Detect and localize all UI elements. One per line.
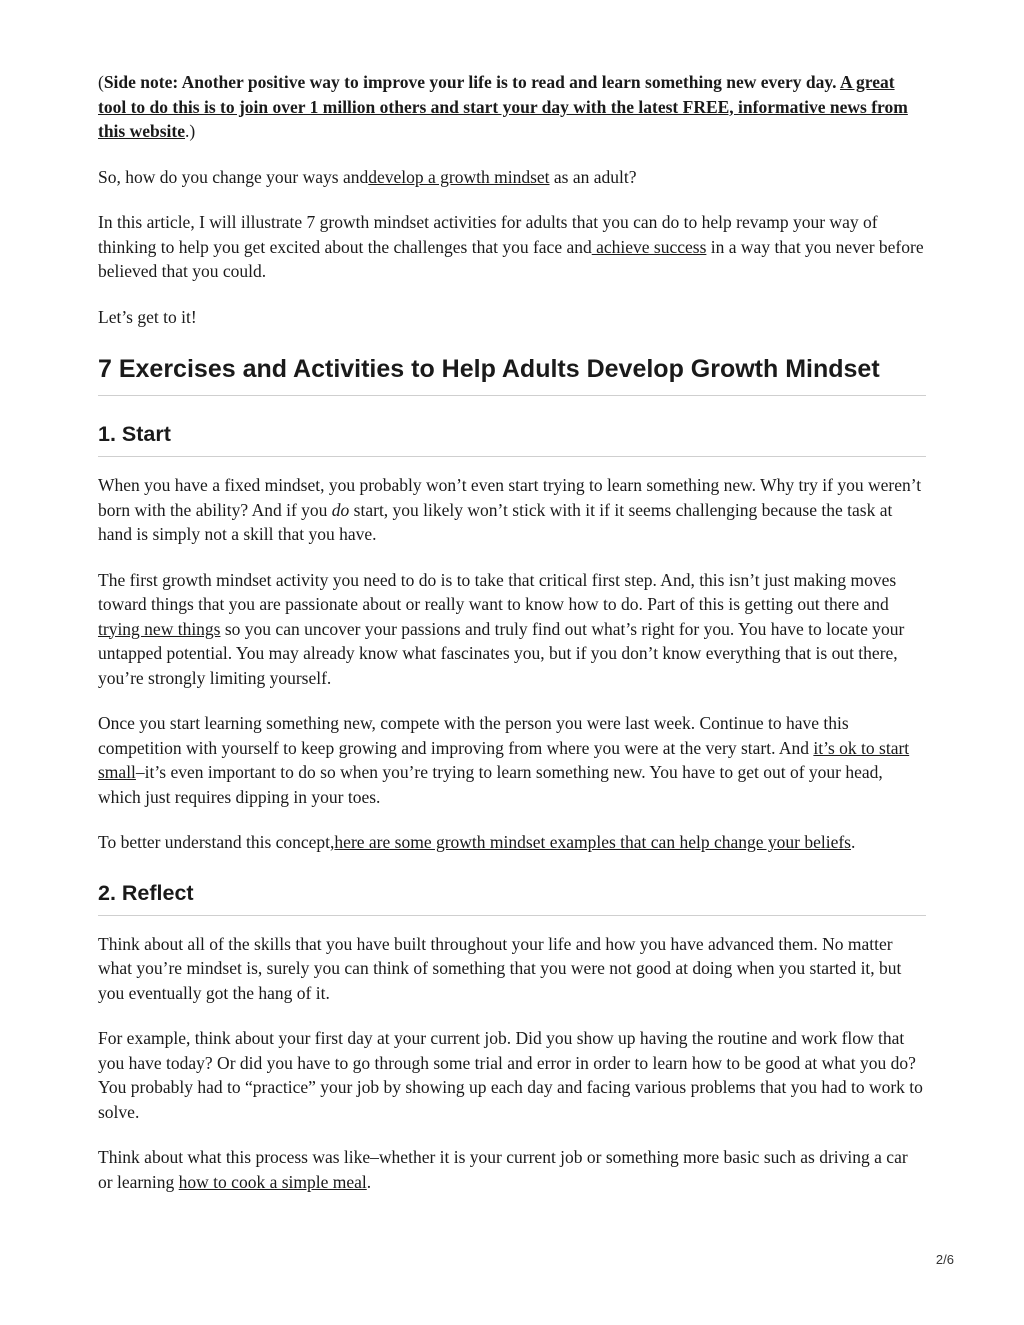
start-paragraph-3: Once you start learning something new, compete with the person you were last week. Continue to have this competition with yourself to keep growing and improving from where you were at the very start. And it’s ok to start small–it’s even important to do so when you’re trying to learn something new. You have to get out of your head, which just requires dipping in your toes. xyxy=(98,713,910,807)
growth-mindset-examples-link[interactable]: here are some growth mindset examples that can help change your beliefs xyxy=(334,832,851,852)
start-paragraph-1: When you have a fixed mindset, you probably won’t even start trying to learn something new. Why try if you weren’t born with the ability? And if you do start, you likely won’t stick with it if it seems challenging because the task at hand is simply not a skill that you have. xyxy=(98,475,922,544)
intro-paragraph-1: So, how do you change your ways anddevelop a growth mindset as an adult? xyxy=(98,166,637,187)
start-paragraph-2: The first growth mindset activity you need to do is to take that critical first step. And, this isn’t just making moves toward things that you are passionate about or really want to know how to do. Part of this is getting out there and trying new things so you can uncover your passions and truly find out what’s right for you. You have to locate your untapped potential. You may already know what fascinates you, but if you don’t know everything that is out there, you’re strongly limiting yourself. xyxy=(98,569,905,688)
reflect-paragraph-3: Think about what this process was like–whether it is your current job or something more basic such as driving a car or learning how to cook a simple meal. xyxy=(98,1147,908,1192)
side-note: (Side note: Another positive way to improve your life is to read and learn something new every day. A great tool to do this is to join over 1 million others and start your day with the latest FREE, informative news from this website.) xyxy=(98,72,908,141)
trying-new-things-link[interactable]: trying new things xyxy=(98,618,221,639)
main-heading: 7 Exercises and Activities to Help Adults Develop Growth Mindset xyxy=(98,353,926,396)
page-number: 2/6 xyxy=(935,1252,954,1267)
side-note-bold-text: Side note: Another positive way to improve your life is to read and learn something new every day. xyxy=(103,72,840,92)
reflect-paragraph-1: Think about all of the skills that you have built throughout your life and how you have advanced them. No matter what you’re mindset is, surely you can think of something that you were not good at doing when you started it, but you eventually got the hang of it. xyxy=(98,933,902,1003)
intro-paragraph-3: Let’s get to it! xyxy=(98,306,197,327)
start-small-link[interactable]: it’s ok to start small xyxy=(98,737,910,782)
article-body xyxy=(98,70,926,1215)
section-heading-start: 1. Start xyxy=(98,420,926,457)
start-paragraph-4: To better understand this concept,here are some growth mindset examples that can help change your beliefs. xyxy=(98,832,856,852)
side-note-link[interactable]: A great tool to do this is to join over 1 million others and start your day with the latest FREE, informative news from this website xyxy=(98,72,908,141)
intro-paragraph-2: In this article, I will illustrate 7 growth mindset activities for adults that you can do to help revamp your way of thinking to help you get excited about the challenges that you face and achieve success in a way that you never before believed that you could. xyxy=(98,212,924,281)
section-heading-reflect: 2. Reflect xyxy=(98,879,926,916)
growth-mindset-link[interactable]: develop a growth mindset xyxy=(368,166,550,187)
achieve-success-link[interactable]: achieve success xyxy=(591,236,707,257)
reflect-paragraph-2: For example, think about your first day at your current job. Did you show up having the routine and work flow that you have today? Or did you have to go through some trial and error in order to learn how to be good at what you do? You probably had to “practice” your job by showing up each day and facing various problems that you had to work to solve. xyxy=(98,1028,923,1122)
cook-simple-meal-link[interactable]: how to cook a simple meal xyxy=(178,1171,367,1192)
